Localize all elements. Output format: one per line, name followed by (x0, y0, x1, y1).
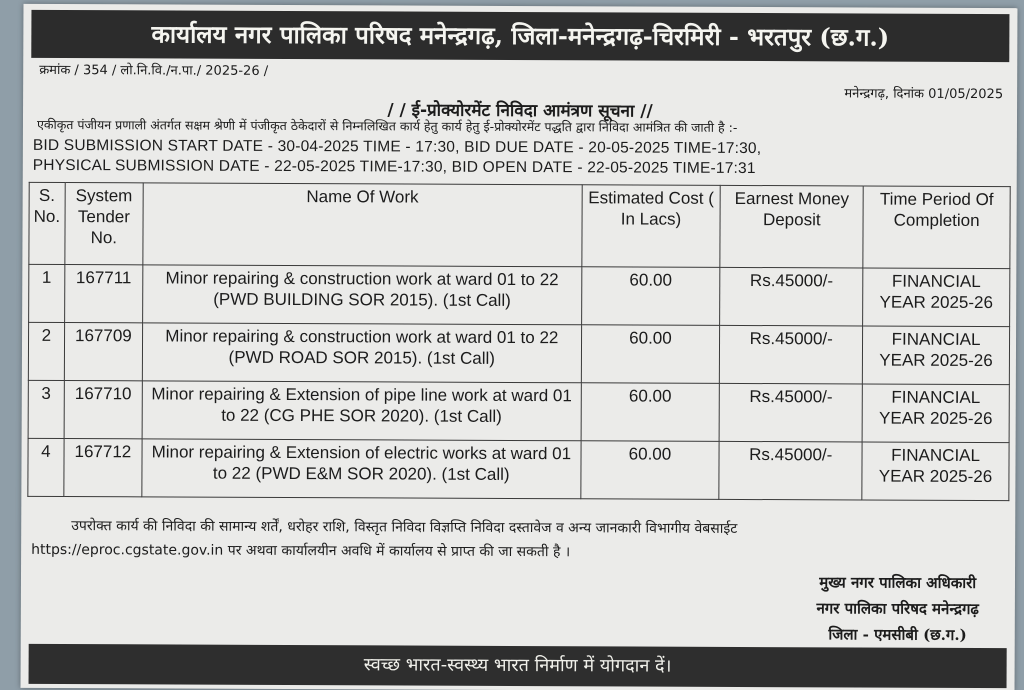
cell-name-of-work: Minor repairing & Extension of electric works at ward 01 to 22 (PWD E&M SOR 2020). (1st Call) (142, 439, 581, 499)
cell-time-period: FINANCIAL YEAR 2025-26 (862, 326, 1009, 385)
works-table (27, 182, 1010, 501)
cell-estimated-cost: 60.00 (581, 325, 720, 384)
cell-name-of-work: Minor repairing & Extension of pipe line work at ward 01 to 22 (CG PHE SOR 2020). (1st Call) (142, 381, 581, 441)
signature-block (816, 569, 979, 648)
cell-tender-no: 167709 (64, 323, 143, 381)
cell-earnest-money: Rs.45000/- (719, 441, 862, 500)
cell-tender-no: 167710 (64, 381, 143, 439)
cell-time-period: FINANCIAL YEAR 2025-26 (863, 268, 1010, 327)
table-row (28, 380, 1009, 442)
cell-time-period: FINANCIAL YEAR 2025-26 (862, 384, 1009, 443)
header-estimated-cost: Estimated Cost ( In Lacs) (581, 185, 720, 268)
newspaper-clipping (21, 4, 1018, 690)
header-sno: S. No. (29, 182, 65, 264)
cell-sno: 3 (28, 380, 64, 438)
footer-note-line-1: उपरोक्त कार्य की निविदा की सामान्य शर्तें, धरोहर राशि, विस्तृत निविदा विज्ञप्ति निविदा दस्तावेज व अन्य जानकारी विभागीय वेबसाईट (71, 518, 738, 537)
cell-name-of-work: Minor repairing & construction work at ward 01 to 22 (PWD BUILDING SOR 2015). (1st Call) (143, 265, 582, 325)
cell-tender-no: 167712 (63, 439, 142, 497)
bid-dates (33, 136, 1007, 180)
signature-office: नगर पालिका परिषद मनेन्द्रगढ़ (816, 599, 979, 619)
table-header-row (29, 182, 1010, 268)
bid-dates-line-1: BID SUBMISSION START DATE - 30-04-2025 TIME - 17:30, BID DUE DATE - 20-05-2025 TIME-17:30, (32, 136, 762, 158)
table-row (29, 264, 1010, 326)
cell-sno: 1 (29, 264, 65, 322)
cell-sno: 2 (28, 322, 64, 380)
signature-designation: मुख्य नगर पालिका अधिकारी (819, 573, 977, 592)
cell-name-of-work: Minor repairing & construction work at ward 01 to 22 (PWD ROAD SOR 2015). (1st Call) (142, 323, 581, 383)
cell-estimated-cost: 60.00 (581, 267, 720, 326)
header-tender-no: System Tender No. (65, 183, 144, 265)
notice-intro: एकीकृत पंजीयन प्रणाली अंतर्गत सक्षम श्रेणी में पंजीकृत ठेकेदारों से निम्नलिखित कार्य हेतु कार्य हेतु ई-प्रोक्योरमेंट पद्धति द्वारा निविदा आमंत्रित की जाती है :- (36, 116, 738, 135)
cell-tender-no: 167711 (64, 265, 143, 323)
office-title: कार्यालय नगर पालिका परिषद मनेन्द्रगढ़, जिला-मनेन्द्रगढ़-चिरमिरी - भरतपुर (छ.ग.) (31, 10, 1009, 62)
cell-estimated-cost: 60.00 (581, 383, 720, 442)
signature-district: जिला - एमसीबी (छ.ग.) (828, 625, 967, 644)
header-name-of-work: Name Of Work (143, 183, 582, 267)
header-earnest-money: Earnest Money Deposit (720, 185, 863, 268)
cell-sno: 4 (28, 438, 64, 496)
footer-note-line-2: https://eproc.cgstate.gov.in पर अथवा कार्यालयीन अवधि में कार्यालय से प्राप्त की जा सकती है । (31, 541, 571, 561)
reference-date: मनेन्द्रगढ़, दिनांक 01/05/2025 (844, 86, 1004, 103)
cell-earnest-money: Rs.45000/- (720, 267, 863, 326)
cell-earnest-money: Rs.45000/- (719, 383, 862, 442)
cell-estimated-cost: 60.00 (580, 441, 719, 500)
cell-time-period: FINANCIAL YEAR 2025-26 (862, 442, 1009, 501)
header-time-period: Time Period Of Completion (863, 186, 1010, 269)
table-row (28, 322, 1009, 384)
table-row (28, 438, 1009, 500)
footer-note (31, 514, 1007, 566)
notice-title: / / ई-प्रोक्योरमेंट निविदा आमंत्रण सूचना // (387, 100, 653, 122)
cell-earnest-money: Rs.45000/- (720, 325, 863, 384)
reference-number: क्रमांक / 354 / लो.नि.वि./न.पा./ 2025-26 / (39, 62, 269, 79)
bid-dates-line-2: PHYSICAL SUBMISSION DATE - 22-05-2025 TIME-17:30, BID OPEN DATE - 22-05-2025 TIME-17:31 (32, 156, 756, 178)
slogan-banner: स्वच्छ भारत-स्वस्थ्य भारत निर्माण में योगदान दें। (29, 644, 1007, 688)
